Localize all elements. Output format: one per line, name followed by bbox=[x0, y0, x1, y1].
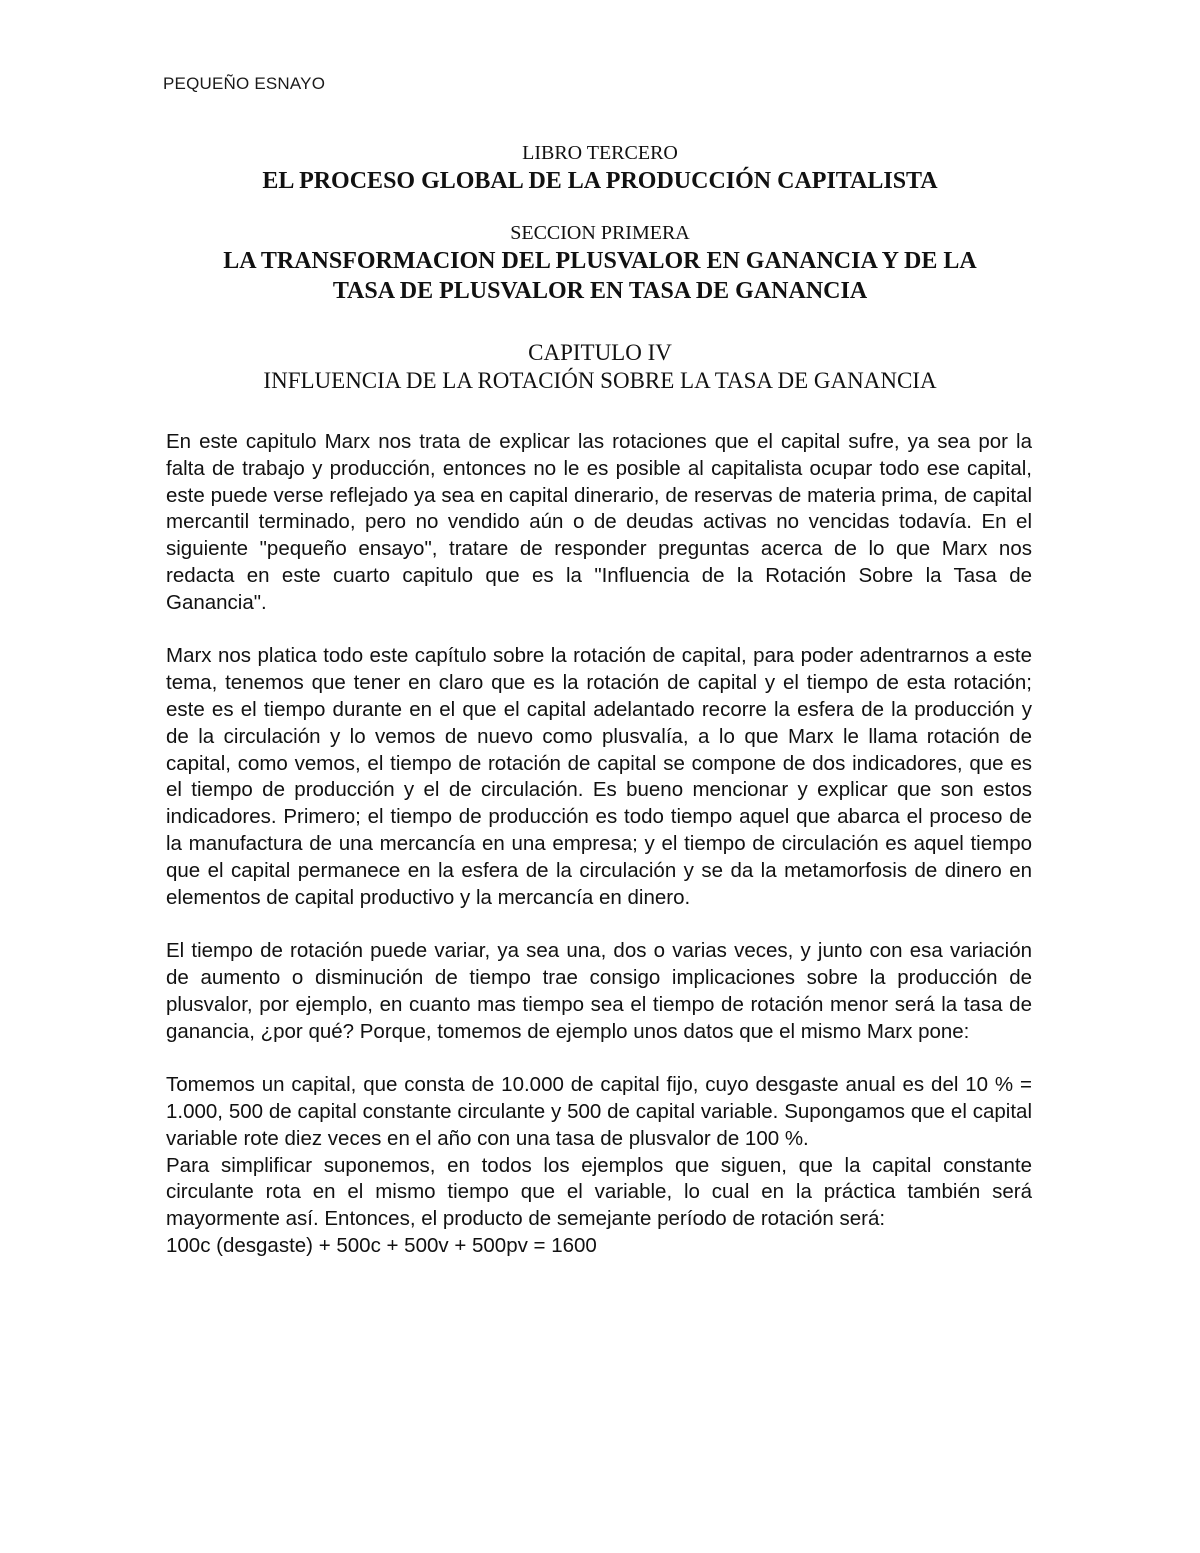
section-label: SECCION PRIMERA bbox=[510, 222, 690, 244]
page-header-note: PEQUEÑO ESNAYO bbox=[163, 74, 326, 93]
chapter-title: INFLUENCIA DE LA ROTACIÓN SOBRE LA TASA DE GANANCIA bbox=[263, 368, 937, 393]
paragraph-example: Tomemos un capital, que consta de 10.000 de capital fijo, cuyo desgaste anual es del 10 % = 1.000, 500 de capital constante circulante y 500 de capital variable. Supongamos que el capital variable rote diez veces en el año con una tasa de plusvalor de 100 %. bbox=[166, 1073, 1032, 1150]
chapter-label: CAPITULO IV bbox=[528, 340, 672, 365]
chapter-heading bbox=[120, 339, 1080, 395]
book-heading bbox=[120, 140, 1080, 196]
section-title-line-1: LA TRANSFORMACION DEL PLUSVALOR EN GANANCIA Y DE LA bbox=[223, 248, 977, 274]
section-title-line-2: TASA DE PLUSVALOR EN TASA DE GANANCIA bbox=[332, 278, 868, 304]
book-label: LIBRO TERCERO bbox=[522, 142, 678, 164]
formula-line: 100c (desgaste) + 500c + 500v + 500pv = 1600 bbox=[166, 1233, 597, 1257]
paragraph-rotation: Marx nos platica todo este capítulo sobre la rotación de capital, para poder adentrarnos a este tema, tenemos que tener en claro que es la rotación de capital y el tiempo de esta rotación; este es el tiempo durante en el que el capital adelantado recorre la esfera de la producción y de la circulación y lo vemos de nuevo como plusvalía, a lo que Marx le llama rotación de capital, como vemos, el tiempo de rotación de capital se compone de dos indicadores, que es el tiempo de producción y el de circulación. Es bueno mencionar y explicar que son estos indicadores. Primero; el tiempo de producción es todo tiempo aquel que abarca el proceso de la manufactura de una mercancía en una empresa; y el tiempo de circulación es aquel tiempo que el capital permanece en la esfera de la circulación y se da la metamorfosis de dinero en elementos de capital productivo y la mercancía en dinero. bbox=[166, 644, 1032, 909]
paragraph-intro: En este capitulo Marx nos trata de explicar las rotaciones que el capital sufre, ya sea por la falta de trabajo y producción, entonces no le es posible al capitalista ocupar todo ese capital, este puede verse reflejado ya sea en capital dinerario, de reservas de materia prima, de capital mercantil terminado, pero no vendido aún o de deudas activas no vencidas todavía. En el siguiente "pequeño ensayo", tratare de responder preguntas acerca de lo que Marx nos redacta en este cuarto capitulo que es la "Influencia de la Rotación Sobre la Tasa de Ganancia". bbox=[166, 430, 1032, 614]
paragraph-simplify: Para simplificar suponemos, en todos los ejemplos que siguen, que la capital constante circulante rota en el mismo tiempo que el variable, lo cual en la práctica también será mayormente así. Entonces, el producto de semejante período de rotación será: bbox=[166, 1153, 1032, 1231]
document-body bbox=[166, 429, 1032, 1260]
book-title: EL PROCESO GLOBAL DE LA PRODUCCIÓN CAPITALISTA bbox=[262, 168, 938, 194]
section-heading bbox=[120, 220, 1080, 306]
paragraph-variation: El tiempo de rotación puede variar, ya sea una, dos o varias veces, y junto con esa variación de aumento o disminución de tiempo trae consigo implicaciones sobre la producción de plusvalor, por ejemplo, en cuanto mas tiempo sea el tiempo de rotación menor será la tasa de ganancia, ¿por qué? Porque, tomemos de ejemplo unos datos que el mismo Marx pone: bbox=[166, 939, 1032, 1043]
